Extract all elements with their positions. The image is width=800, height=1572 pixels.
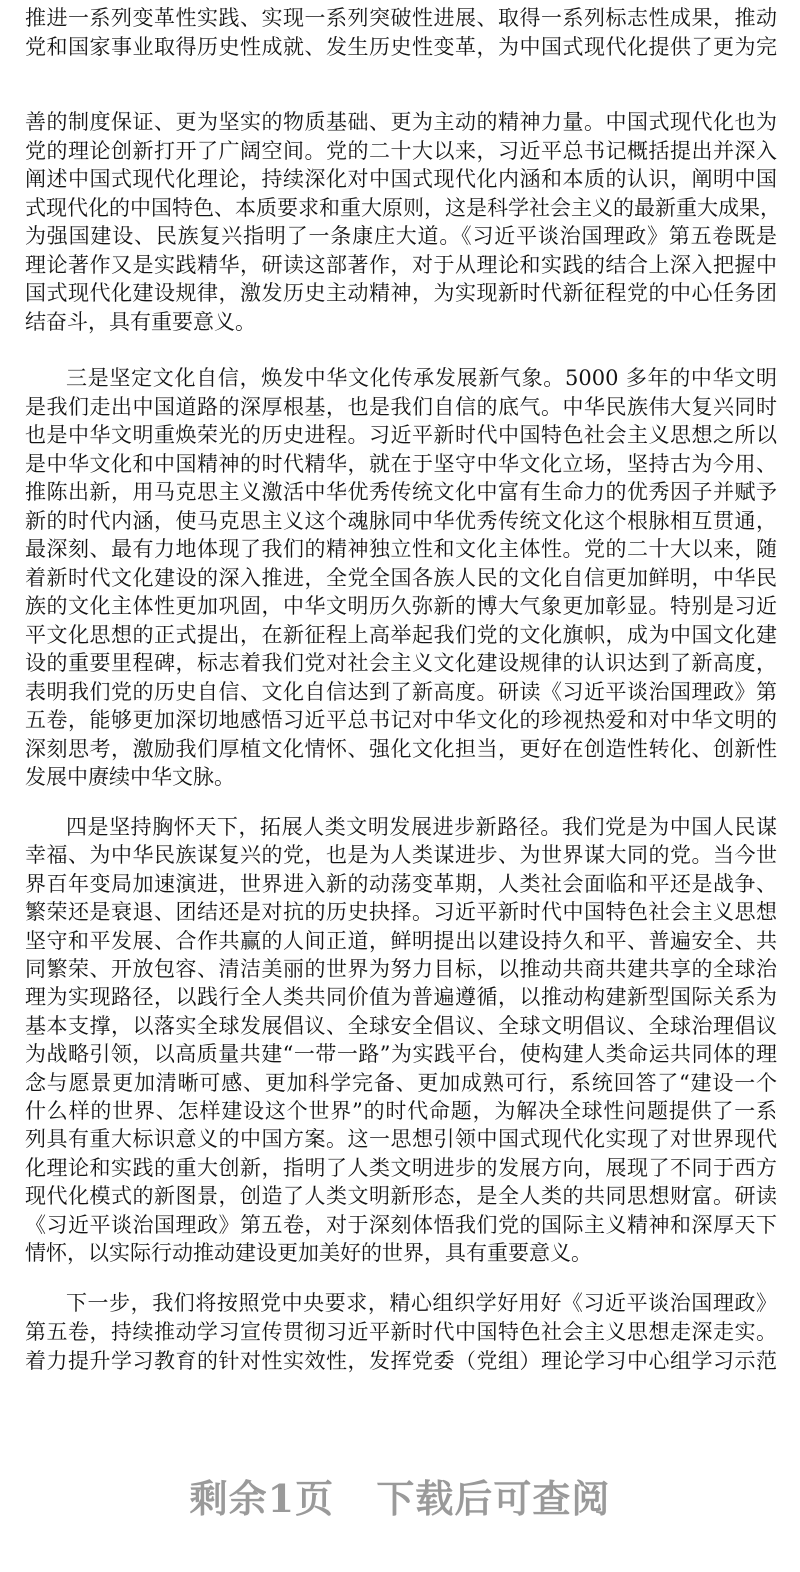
text-line: 族的文化主体性更加巩固，中华文明历久弥新的博大气象更加彰显。特别是习近 (25, 594, 777, 618)
text-line: 三是坚定文化自信，焕发中华文化传承发展新气象。5000 多年的中华文明 (66, 366, 777, 390)
text-line: 什么样的世界、怎样建设这个世界”的时代命题，为解决全球性问题提供了一系 (25, 1099, 777, 1123)
remaining-pages-label: 剩余1页 (189, 1476, 335, 1521)
text-line: 理论著作又是实践精华，研读这部著作，对于从理论和实践的结合上深入把握中 (25, 252, 777, 277)
text-line: 着新时代文化建设的深入推进，全党全国各族人民的文化自信更加鲜明，中华民 (25, 565, 777, 590)
text-line: 为战略引领，以高质量共建“一带一路”为实践平台，使构建人类命运共同体的理 (25, 1042, 777, 1067)
text-line: 阐述中国式现代化理论，持续深化对中国式现代化内涵和本质的认识，阐明中国 (25, 167, 777, 191)
text-line: 界百年变局加速演进，世界进入新的动荡变革期，人类社会面临和平还是战争、 (25, 871, 777, 896)
text-line: 设的重要里程碑，标志着我们党对社会主义文化建设规律的认识达到了新高度， (25, 651, 777, 675)
text-line: 繁荣还是衰退、团结还是对抗的历史抉择。习近平新时代中国特色社会主义思想 (25, 900, 777, 925)
text-line: 理为实现路径，以践行全人类共同价值为普遍遵循，以推动构建新型国际关系为 (25, 985, 777, 1010)
text-line: 推陈出新，用马克思主义激活中华优秀传统文化中富有生命力的优秀因子并赋予 (25, 480, 777, 504)
text-line: 列具有重大标识意义的中国方案。这一思想引领中国式现代化实现了对世界现代 (25, 1127, 777, 1152)
text-line: 是中华文化和中国精神的时代精华，就在于坚守中华文化立场，坚持古为今用、 (25, 451, 777, 476)
text-line: 情怀，以实际行动推动建设更加美好的世界，具有重要意义。 (25, 1241, 592, 1265)
text-line: 五卷，能够更加深切地感悟习近平总书记对中华文化的珍视热爱和对中华文明的 (25, 708, 777, 732)
text-line: 表明我们党的历史自信、文化自信达到了新高度。研读《习近平谈治国理政》第 (25, 679, 777, 704)
text-line: 是我们走出中国道路的深厚根基，也是我们自信的底气。中华民族伟大复兴同时 (25, 394, 777, 419)
text-line: 党和国家事业取得历史性成就、发生历史性变革，为中国式现代化提供了更为完 (25, 34, 777, 59)
text-line: 推进一系列变革性实践、实现一系列突破性进展、取得一系列标志性成果，推动 (25, 6, 777, 30)
text-line: 化理论和实践的重大创新，指明了人类文明进步的发展方向，展现了不同于西方 (25, 1155, 777, 1180)
text-line: 《习近平谈治国理政》第五卷，对于深刻体悟我们党的国际主义精神和深厚天下 (25, 1212, 777, 1237)
text-line: 同繁荣、开放包容、清洁美丽的世界为努力目标，以推动共商共建共享的全球治 (25, 957, 777, 981)
text-line: 结奋斗，具有重要意义。 (25, 309, 256, 334)
text-line: 现代化模式的新图景，创造了人类文明新形态，是全人类的共同思想财富。研读 (25, 1184, 777, 1209)
text-line: 也是中华文明重焕荣光的历史进程。习近平新时代中国特色社会主义思想之所以 (25, 423, 777, 447)
text-line: 为强国建设、民族复兴指明了一条康庄大道。《习近平谈治国理政》第五卷既是 (25, 224, 777, 248)
download-to-view-label: 下载后可查阅 (376, 1476, 611, 1521)
text-line: 下一步，我们将按照党中央要求，精心组织学好用好《习近平谈治国理政》 (66, 1291, 777, 1315)
text-line: 式现代化的中国特色、本质要求和重大原则，这是科学社会主义的最新重大成果， (25, 195, 781, 220)
text-line: 平文化思想的正式提出，在新征程上高举起我们党的文化旗帜，成为中国文化建 (25, 622, 777, 647)
text-line: 深刻思考，激励我们厚植文化情怀、强化文化担当，更好在创造性转化、创新性 (25, 736, 777, 761)
text-line: 国式现代化建设规律，激发历史主动精神，为实现新时代新征程党的中心任务团 (25, 281, 777, 305)
text-line: 幸福、为中华民族谋复兴的党，也是为人类谋进步、为世界谋大同的党。当今世 (25, 843, 777, 868)
text-line: 四是坚持胸怀天下，拓展人类文明发展进步新路径。我们党是为中国人民谋 (66, 815, 777, 839)
text-line: 发展中赓续中华文脉。 (25, 765, 235, 789)
text-line: 坚守和平发展、合作共赢的人间正道，鲜明提出以建设持久和平、普遍安全、共 (25, 928, 777, 953)
text-line: 基本支撑，以落实全球发展倡议、全球安全倡议、全球文明倡议、全球治理倡议 (25, 1013, 777, 1038)
text-line: 善的制度保证、更为坚实的物质基础、更为主动的精神力量。中国式现代化也为 (25, 110, 777, 134)
text-line: 第五卷，持续推动学习宣传贯彻习近平新时代中国特色社会主义思想走深走实。 (25, 1319, 777, 1344)
text-line: 着力提升学习教育的针对性实效性，发挥党委（党组）理论学习中心组学习示范 (25, 1348, 777, 1373)
text-line: 党的理论创新打开了广阔空间。党的二十大以来，习近平总书记概括提出并深入 (25, 138, 777, 163)
download-prompt[interactable] (0, 1468, 800, 1523)
text-line: 最深刻、最有力地体现了我们的精神独立性和文化主体性。党的二十大以来，随 (25, 537, 777, 561)
text-line: 新的时代内涵，使马克思主义这个魂脉同中华优秀传统文化这个根脉相互贯通， (25, 508, 777, 533)
text-line: 念与愿景更加清晰可感、更加科学完备、更加成熟可行，系统回答了“建设一个 (25, 1070, 777, 1095)
